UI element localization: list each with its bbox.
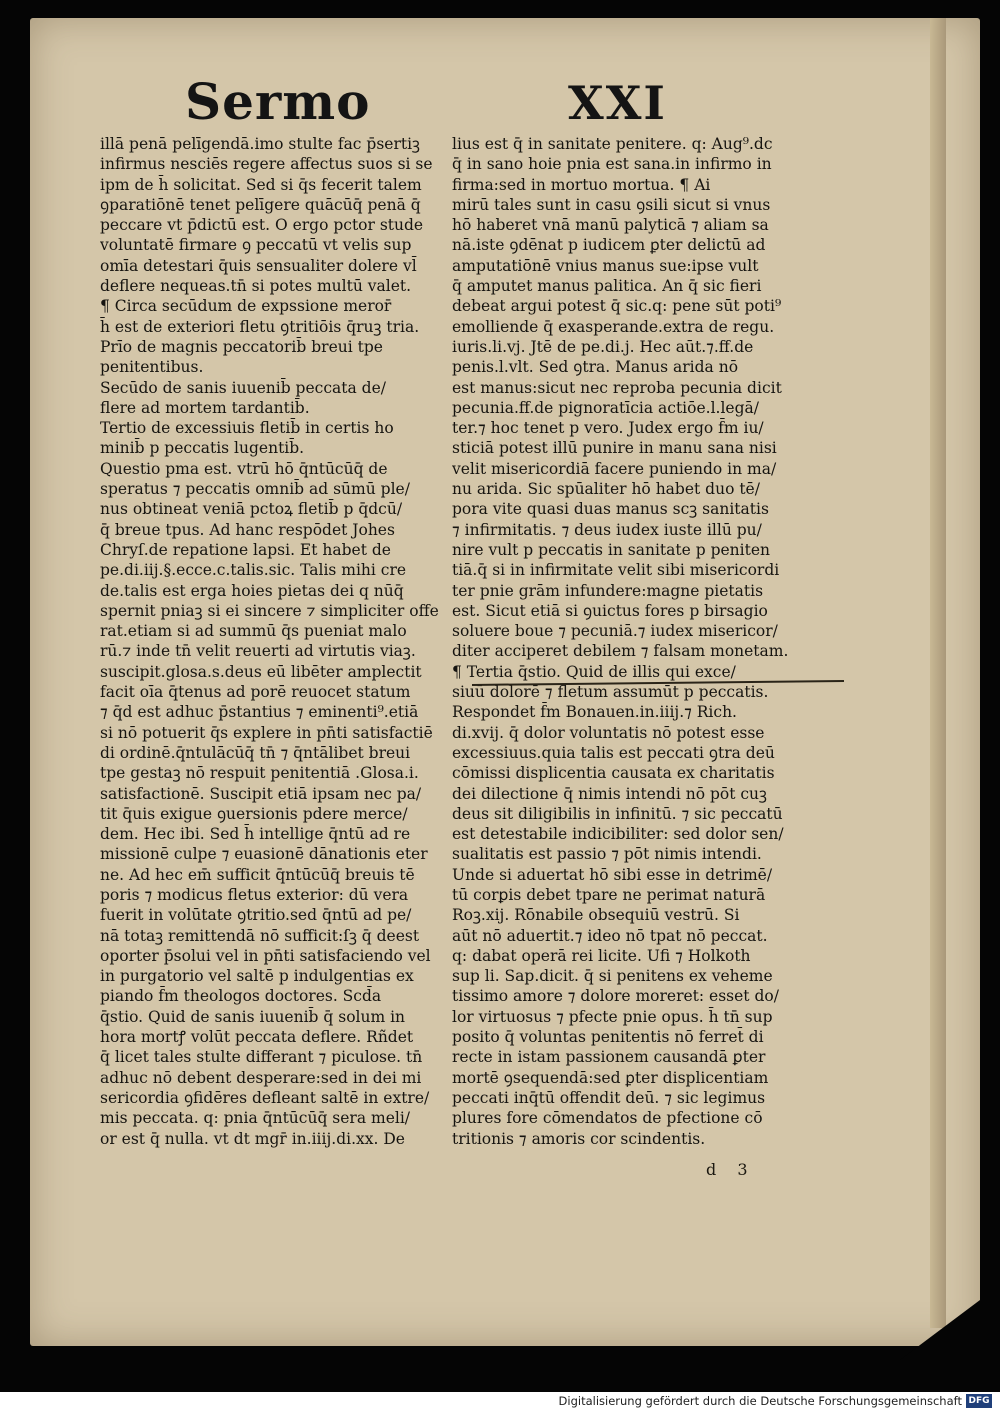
text-line: iuris.li.vj. Jtē de pe.di.j. Hec aūt.⁊.ff.de [452, 337, 754, 356]
text-line: di.xvij. q̄ dolor voluntatis nō potest esse [452, 723, 765, 742]
running-head [0, 72, 1000, 142]
text-line: q: dabat operā rei licite. Ufi ⁊ Holkoth [452, 946, 751, 965]
text-line: deus sit diligibilis in infinitū. ⁊ sic peccatū [452, 804, 783, 823]
text-line: infirmus nesciēs regere affectus suos si se [100, 155, 433, 174]
text-line: de.talis est erga hoies pietas dei q nūq̄ [100, 581, 404, 600]
text-line: tit q̄uis exigue ꝯuersionis pdere merce/ [100, 804, 408, 823]
text-line: ter pnie grām infundere:magne pietatis [452, 581, 764, 600]
text-line: poris ⁊ modicus fletus exterior: dū vera [100, 885, 409, 904]
text-line: Roꝫ.xij. Rōnabile obsequiū vestrū. Si [452, 906, 740, 925]
text-line: Unde si aduertat hō sibi esse in detrimē/ [452, 865, 773, 884]
text-line: sup li. Sap.dicit. q̄ si penitens ex veheme [452, 967, 773, 986]
text-line: voluntatē firmare ꝯ peccatū vt velis sup [100, 236, 412, 255]
text-line: h̄ est de exteriori fletu ꝯtritiōis q̄ruꝫ tria. [100, 317, 420, 336]
text-line: nu arida. Sic spūaliter hō habet duo tē/ [452, 480, 760, 499]
text-line: mortē ꝯsequendā:sed ꝑter displicentiam [452, 1068, 769, 1087]
text-line: aūt nō aduertit.⁊ ideo nō tpat nō peccat. [452, 926, 768, 945]
text-line: q̄ in sano hoie pnia est sana.in infirmo in [452, 155, 772, 174]
text-line: recte in istam passionem causandā ꝑter [452, 1048, 766, 1067]
text-line: siuū dolorē ⁊ fletum assumūt p peccatis. [452, 683, 769, 702]
text-line: hora mortꝭ volūt peccata deflere. Rñdet [100, 1028, 414, 1047]
text-line: est detestabile indicibiliter: sed dolor sen/ [452, 825, 784, 844]
text-line: nā totaꝫ remittendā nō sufficit:ſꝫ q̄ deest [100, 926, 420, 945]
text-line: flere ad mortem tardantib̄. [100, 398, 310, 417]
text-line: tū corꝑis debet tpare ne perimat naturā [452, 885, 766, 904]
text-line: ⁊ q̄d est adhuc p̄stantius ⁊ eminenti⁹.etiā [100, 703, 419, 722]
text-line: in purgatorio vel saltē p indulgentias ex [100, 967, 414, 986]
text-line: q̄stio. Quid de sanis iuuenib̄ q̄ solum in [100, 1007, 406, 1026]
text-line: debeat argui potest q̄ sic.q: pene sūt poti⁹ [452, 297, 782, 316]
text-line: posito q̄ voluntas penitentis nō ferret̄ di [452, 1028, 764, 1047]
text-line: satisfactionē. Suscipit etiā ipsam nec pa/ [100, 784, 422, 803]
text-line: ¶ Tertia q̄stio. Quid de illis qui exce/ [452, 662, 736, 681]
text-line: diter acciperet debilem ⁊ falsam monetam. [452, 642, 789, 661]
text-line: piando f̄m theologos doctores. Scd̄a [100, 987, 382, 1006]
text-line: peccati inq̄tū offendit deū. ⁊ sic legimus [452, 1088, 766, 1107]
text-line: hō haberet vnā manū palyticā ⁊ aliam sa [452, 216, 769, 235]
signature-mark: d 3 [706, 1160, 756, 1179]
right-text-column [452, 134, 797, 1149]
text-line: missionē culpe ⁊ euasionē dānationis eter [100, 845, 428, 864]
text-line: penitentibus. [100, 358, 204, 377]
text-line: excessiuus.quia talis est peccati ꝯtra deū [452, 743, 775, 762]
text-line: fuerit in volūtate ꝯtritio.sed q̄ntū ad pe/ [100, 906, 412, 925]
text-line: Prīo de magnis peccatorib̄ breui tpe [100, 337, 383, 356]
text-line: lius est q̄ in sanitate penitere. q: Aug⁹.dc [452, 135, 773, 153]
text-line: q̄ amputet manus palitica. An q̄ sic fieri [452, 277, 762, 296]
text-line: sericordia ꝯfidēres defleant saltē in extre/ [100, 1088, 430, 1107]
text-line: est manus:sicut nec reproba pecunia dicit [452, 378, 782, 397]
footer-bar [0, 1392, 1000, 1412]
text-line: mis peccata. q: pnia q̄ntūcūq̄ sera meli/ [100, 1109, 410, 1128]
text-line: nire vult p peccatis in sanitate p peniten [452, 540, 770, 559]
text-line: nus obtineat veniā pctoꝝ fletib̄ p q̄dcū/ [100, 500, 403, 519]
text-line: Chryſ.de repatione lapsi. Et habet de [100, 540, 391, 559]
text-line: peccare vt p̄dictū est. O ergo pctor stude [100, 216, 424, 235]
left-text-column [100, 134, 440, 1149]
text-line: dei dilectione q̄ nimis intendi nō pōt cuꝫ [452, 784, 767, 803]
text-line: ter.⁊ hoc tenet p vero. Judex ergo f̄m iu/ [452, 419, 764, 438]
text-line: Questio pma est. vtrū hō q̄ntūcūq̄ de [100, 459, 388, 478]
text-line: pecunia.ff.de pignoratīcia actiōe.l.legā/ [452, 398, 759, 417]
text-line: tritionis ⁊ amoris cor scindentis. [452, 1129, 706, 1148]
text-line: amputatiōnē vnius manus sue:ipse vult [452, 256, 759, 275]
text-line: suscipit.glosa.s.deus eū libēter amplectit [100, 662, 422, 681]
text-line: rū.⁊ inde tn̄ velit reuerti ad virtutis viaꝫ. [100, 642, 416, 661]
funding-credit: Digitalisierung gefördert durch die Deutsche Forschungsgemeinschaft [558, 1394, 962, 1408]
text-line: nā.iste ꝯdēnat p iudicem ꝑter delictū ad [452, 236, 766, 255]
text-line: soluere boue ⁊ pecuniā.⁊ iudex misericor/ [452, 622, 778, 641]
text-line: ⁊ infirmitatis. ⁊ deus iudex iuste illū pu/ [452, 520, 762, 539]
text-line: pora vite quasi duas manus scꝫ sanitatis [452, 500, 769, 519]
text-line: speratus ⁊ peccatis omnib̄ ad sūmū ple/ [100, 480, 410, 499]
text-line: tiā.q̄ si in infirmitate velit sibi misericordi [452, 561, 780, 580]
text-line: or est q̄ nulla. vt dt mgr̄ in.iiij.di.xx. De [100, 1129, 405, 1148]
text-line: omīa detestari q̄uis sensualiter dolere vl̄ [100, 256, 417, 275]
text-line: dem. Hec ibi. Sed h̄ intellige q̄ntū ad re [100, 825, 411, 844]
text-line: pe.di.iij.§.ecce.c.talis.sic. Talis mihi cre [100, 561, 407, 580]
text-line: ¶ Circa secūdum de expssione meror̄ [100, 297, 392, 316]
text-line: cōmissi displicentia causata ex charitatis [452, 764, 775, 783]
text-line: plures fore cōmendatos de pfectione cō [452, 1109, 763, 1128]
running-head-left: Sermo [185, 72, 371, 131]
text-line: illā penā pelīgendā.imo stulte fac p̄sertiꝫ [100, 135, 420, 153]
text-line: di ordinē.q̄ntulācūq̄ tn̄ ⁊ q̄ntālibet breui [100, 743, 411, 762]
text-line: rat.etiam si ad summū q̄s pueniat malo [100, 622, 407, 641]
text-line: sticiā potest illū punire in manu sana nisi [452, 439, 777, 458]
text-line: Respondet f̄m Bonauen.in.iiij.⁊ Rich. [452, 703, 737, 722]
text-line: velit misericordiā facere puniendo in ma/ [452, 459, 777, 478]
text-line: emolliende q̄ exasperande.extra de regu. [452, 317, 775, 336]
text-line: facit oīa q̄tenus ad porē reuocet statum [100, 683, 411, 702]
page-fold-shadow [930, 18, 946, 1328]
text-line: mirū tales sunt in casu ꝯsili sicut si vnus [452, 195, 771, 214]
text-line: ne. Ad hec em̄ sufficit q̄ntūcūq̄ breuis tē [100, 865, 415, 884]
text-line: lor virtuosus ⁊ pfecte pnie opus. h̄ tn̄ sup [452, 1007, 773, 1026]
text-line: firma:sed in mortuo mortua. ¶ Ai [452, 175, 711, 194]
text-line: tissimo amore ⁊ dolore moreret: esset do/ [452, 987, 779, 1006]
dfg-logo: DFG [966, 1394, 992, 1408]
text-line: si nō potuerit q̄s explere in pn̄ti satisfactiē [100, 723, 433, 742]
text-line: deflere nequeas.tn̄ si potes multū valet. [100, 277, 412, 296]
text-line: Secūdo de sanis iuuenib̄ peccata de/ [100, 378, 386, 397]
text-line: minib̄ p peccatis lugentib̄. [100, 439, 305, 458]
text-line: spernit pniaꝫ si ei sincere ⁊ simpliciter offe [100, 601, 439, 620]
text-line: sualitatis est passio ⁊ pōt nimis intendi. [452, 845, 762, 864]
text-line: ꝯparatiōnē tenet pelīgere quācūq̄ penā q̄ [100, 195, 421, 214]
text-line: adhuc nō debent desperare:sed in dei mi [100, 1068, 422, 1087]
text-line: q̄ licet tales stulte differant ⁊ piculose. tn̄ [100, 1048, 423, 1067]
text-line: est. Sicut etiā si ꝯuictus fores p birsagio [452, 601, 768, 620]
text-line: ipm de h̄ solicitat. Sed si q̄s fecerit talem [100, 175, 422, 194]
running-head-right: XXI [568, 76, 667, 130]
text-line: oporter p̄solui vel in pn̄ti satisfaciendo vel [100, 946, 431, 965]
text-line: penis.l.vlt. Sed ꝯtra. Manus arida nō [452, 358, 739, 377]
text-line: q̄ breue tpus. Ad hanc respōdet Johes [100, 520, 395, 539]
text-line: Tertio de excessiuis fletib̄ in certis ho [100, 419, 394, 438]
text-line: tpe gestaꝫ nō respuit penitentiā .Glosa.i. [100, 764, 419, 783]
